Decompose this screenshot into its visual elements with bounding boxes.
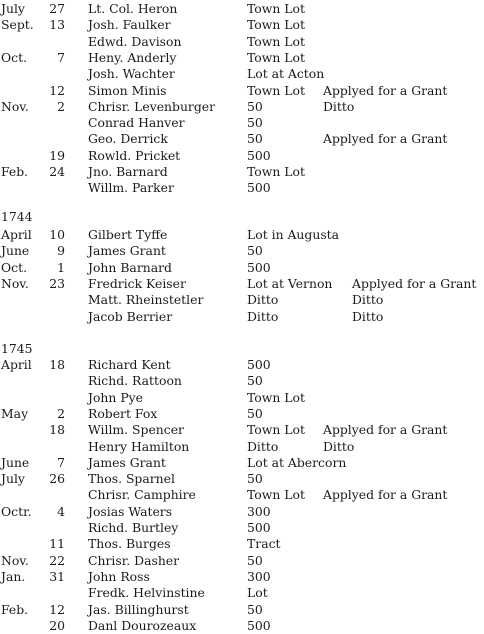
record-note: Ditto <box>323 438 355 454</box>
record-name: John Pye <box>88 389 143 405</box>
record-day: 7 <box>57 454 65 470</box>
record-month: July <box>1 471 25 487</box>
record-row <box>0 536 484 552</box>
record-name: Lt. Col. Heron <box>88 1 178 16</box>
record-row <box>0 227 484 243</box>
record-row <box>0 34 484 50</box>
record-month: Oct. <box>1 49 28 65</box>
record-name: Fredk. Helvinstine <box>88 585 205 601</box>
record-row <box>0 357 484 373</box>
record-note: Applyed for a Grant <box>323 82 448 98</box>
record-grant: Tract <box>247 536 281 552</box>
record-grant: 500 <box>247 357 271 372</box>
record-row <box>0 131 484 147</box>
record-name: Richd. Rattoon <box>88 373 182 389</box>
record-row <box>0 422 484 438</box>
record-grant: 300 <box>247 568 271 584</box>
record-row <box>0 292 484 308</box>
record-grant: Lot at Acton <box>247 66 325 82</box>
record-day: 27 <box>49 1 65 16</box>
year-heading: 1744 <box>1 209 33 224</box>
record-grant: Lot at Abercorn <box>247 454 347 470</box>
record-name: Richard Kent <box>88 357 171 372</box>
record-name: Josh. Faulker <box>88 17 171 33</box>
record-grant: 50 <box>247 115 263 131</box>
record-month: Nov. <box>1 98 29 114</box>
year-heading: 1745 <box>1 341 33 356</box>
record-note: Applyed for a Grant <box>323 487 448 503</box>
record-row <box>0 520 484 536</box>
record-grant: Town Lot <box>247 422 305 438</box>
record-name: Rowld. Pricket <box>88 147 181 163</box>
record-grant: 300 <box>247 503 271 519</box>
record-day: 18 <box>49 357 65 372</box>
record-row <box>0 164 484 180</box>
record-note: Ditto <box>323 98 355 114</box>
record-name: Josh. Wachter <box>88 66 175 82</box>
record-row <box>0 390 484 406</box>
record-grant: 500 <box>247 259 271 275</box>
record-grant: Ditto <box>247 292 279 308</box>
record-grant: Town Lot <box>247 164 305 179</box>
record-row <box>0 471 484 487</box>
record-grant: Lot <box>247 585 268 601</box>
record-month: Nov. <box>1 275 29 291</box>
record-row <box>0 17 484 33</box>
record-name: Matt. Rheinstetler <box>88 292 204 308</box>
record-row <box>0 373 484 389</box>
record-row <box>0 406 484 422</box>
record-grant: 500 <box>247 147 271 163</box>
record-day: 2 <box>57 98 65 114</box>
record-month: April <box>1 227 32 242</box>
record-name: Willm. Parker <box>88 180 174 196</box>
record-name: Robert Fox <box>88 405 158 421</box>
record-name: Josias Waters <box>88 503 173 519</box>
record-name: Jno. Barnard <box>88 164 168 179</box>
record-name: Jacob Berrier <box>88 308 173 324</box>
record-grant: Town Lot <box>247 33 305 49</box>
record-grant: Town Lot <box>247 17 305 33</box>
record-grant: Town Lot <box>247 49 305 65</box>
record-day: 13 <box>49 17 65 33</box>
record-name: Geo. Derrick <box>88 131 168 147</box>
record-note: Applyed for a Grant <box>323 422 448 438</box>
record-row <box>0 276 484 292</box>
record-grant: Town Lot <box>247 82 305 98</box>
record-day: 10 <box>49 227 65 242</box>
record-row <box>0 66 484 82</box>
record-row <box>0 99 484 115</box>
record-month: Oct. <box>1 259 28 275</box>
record-day: 9 <box>57 243 65 259</box>
record-day: 20 <box>49 617 65 633</box>
record-grant: 50 <box>247 601 263 617</box>
record-row <box>0 148 484 164</box>
record-name: John Ross <box>88 568 150 584</box>
record-name: Edwd. Davison <box>88 33 182 49</box>
record-name: Richd. Burtley <box>88 520 179 535</box>
record-name: James Grant <box>88 243 166 259</box>
record-month: June <box>1 243 30 259</box>
record-grant: 500 <box>247 617 271 633</box>
record-month: Jan. <box>1 568 26 584</box>
record-grant: 500 <box>247 520 271 535</box>
record-month: Feb. <box>1 601 29 617</box>
record-day: 11 <box>49 536 65 552</box>
record-row <box>0 585 484 601</box>
record-name: John Barnard <box>88 259 172 275</box>
record-grant: Ditto <box>247 438 279 454</box>
record-row <box>0 243 484 259</box>
record-month: Sept. <box>1 17 34 33</box>
record-grant: 50 <box>247 405 263 421</box>
record-day: 2 <box>57 405 65 421</box>
record-name: Conrad Hanver <box>88 115 185 131</box>
record-day: 1 <box>57 259 65 275</box>
record-month: July <box>1 1 25 16</box>
record-name: Willm. Spencer <box>88 422 184 438</box>
record-row <box>0 504 484 520</box>
record-grant: Lot at Vernon <box>247 275 333 291</box>
record-row <box>0 309 484 325</box>
record-row <box>0 180 484 196</box>
record-name: Jas. Billinghurst <box>88 601 189 617</box>
record-day: 24 <box>49 164 65 179</box>
record-name: Thos. Burges <box>88 536 171 552</box>
record-day: 31 <box>49 568 65 584</box>
record-name: Henry Hamilton <box>88 438 190 454</box>
record-name: Fredrick Keiser <box>88 275 186 291</box>
record-day: 7 <box>57 49 65 65</box>
record-day: 19 <box>49 147 65 163</box>
record-day: 26 <box>49 471 65 487</box>
record-name: Thos. Sparnel <box>88 471 175 487</box>
record-month: Feb. <box>1 164 29 179</box>
record-month: June <box>1 454 30 470</box>
record-grant: 50 <box>247 98 263 114</box>
record-grant: Ditto <box>247 308 279 324</box>
record-name: Danl Dourozeaux <box>88 617 197 633</box>
record-month: Nov. <box>1 552 29 568</box>
record-day: 23 <box>49 275 65 291</box>
record-row <box>0 553 484 569</box>
record-row <box>0 602 484 618</box>
record-day: 18 <box>49 422 65 438</box>
record-day: 4 <box>57 503 65 519</box>
record-row <box>0 439 484 455</box>
record-grant: 50 <box>247 471 263 487</box>
record-grant: Town Lot <box>247 389 305 405</box>
record-name: Chrisr. Camphire <box>88 487 196 503</box>
record-name: Gilbert Tyffe <box>88 227 168 242</box>
record-row <box>0 487 484 503</box>
record-month: May <box>1 405 29 421</box>
record-month: April <box>1 357 32 372</box>
record-row <box>0 83 484 99</box>
record-note: Ditto <box>352 308 384 324</box>
record-note: Applyed for a Grant <box>352 275 477 291</box>
record-name: Chrisr. Levenburger <box>88 98 216 114</box>
record-row <box>0 115 484 131</box>
record-grant: 50 <box>247 373 263 389</box>
record-name: Simon Minis <box>88 82 167 98</box>
record-grant: 50 <box>247 552 263 568</box>
record-grant: 50 <box>247 131 263 147</box>
record-grant: Town Lot <box>247 1 305 16</box>
record-row <box>0 618 484 634</box>
record-day: 22 <box>49 552 65 568</box>
record-grant: 500 <box>247 180 271 196</box>
record-note: Applyed for a Grant <box>323 131 448 147</box>
record-grant: Town Lot <box>247 487 305 503</box>
record-name: James Grant <box>88 454 166 470</box>
record-row <box>0 569 484 585</box>
record-grant: 50 <box>247 243 263 259</box>
record-row <box>0 455 484 471</box>
record-day: 12 <box>49 601 65 617</box>
record-name: Heny. Anderly <box>88 49 177 65</box>
record-row <box>0 260 484 276</box>
record-row <box>0 1 484 17</box>
record-month: Octr. <box>1 503 32 519</box>
record-grant: Lot in Augusta <box>247 227 340 242</box>
record-note: Ditto <box>352 292 384 308</box>
record-day: 12 <box>49 82 65 98</box>
record-name: Chrisr. Dasher <box>88 552 180 568</box>
record-row <box>0 50 484 66</box>
